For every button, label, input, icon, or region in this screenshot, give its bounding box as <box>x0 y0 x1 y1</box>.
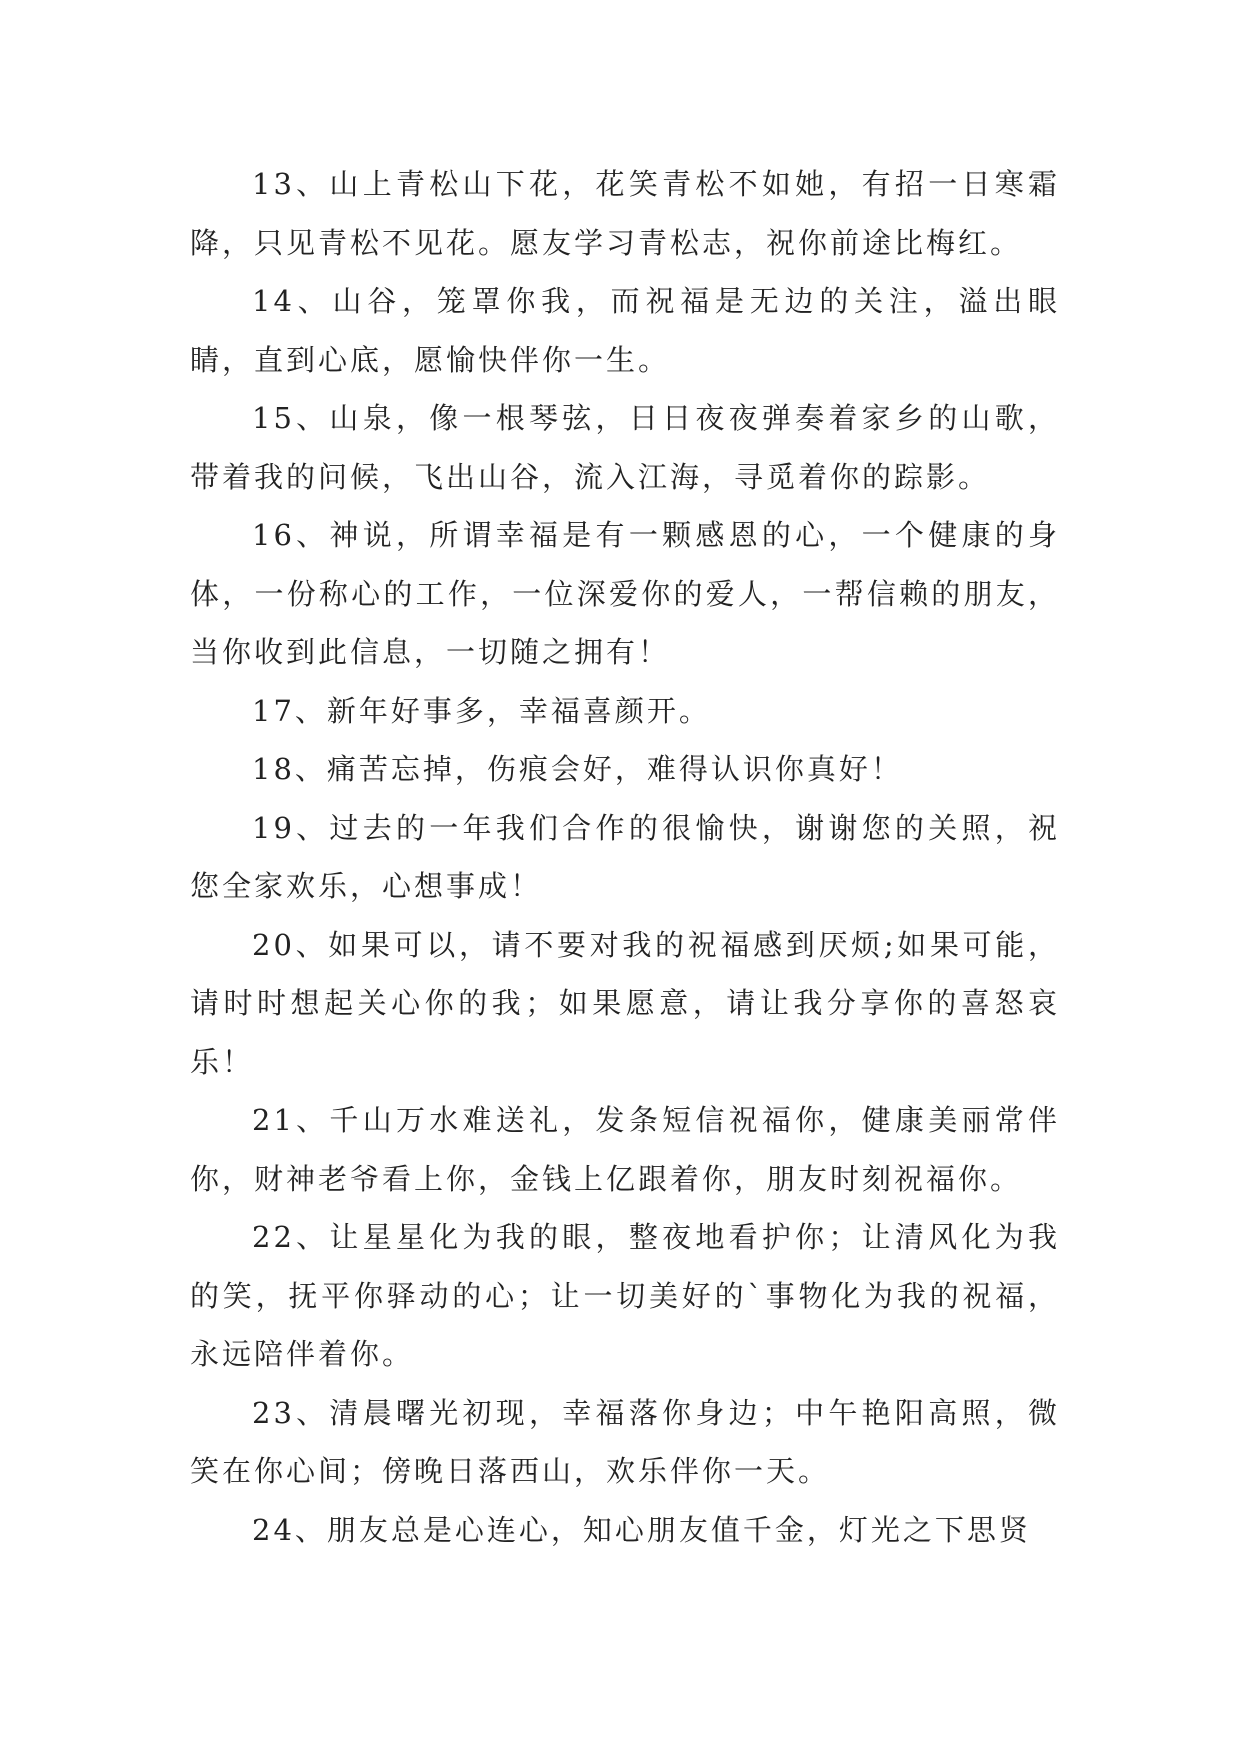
paragraph-18: 18、痛苦忘掉，伤痕会好，难得认识你真好！ <box>252 752 903 786</box>
paragraph-24: 24、朋友总是心连心，知心朋友值千金，灯光之下思贤 <box>252 1512 1031 1547</box>
document-body <box>190 155 1060 1559</box>
paragraph-16: 16、神说，所谓幸福是有一颗感恩的心，一个健康的身体，一份称心的工作，一位深爱你的爱人，一帮信赖的朋友，当你收到此信息，一切随之拥有！ <box>190 518 1060 669</box>
paragraph-15: 15、山泉，像一根琴弦，日日夜夜弹奏着家乡的山歌，带着我的问候，飞出山谷，流入江海，寻觅着你的踪影。 <box>190 401 1060 494</box>
paragraph-14: 14、山谷，笼罩你我，而祝福是无边的关注，溢出眼睛，直到心底，愿愉快伴你一生。 <box>190 284 1060 377</box>
paragraph-22: 22、让星星化为我的眼，整夜地看护你；让清风化为我的笑，抚平你驿动的心；让一切美好的`事物化为我的祝福，永远陪伴着你。 <box>190 1220 1060 1371</box>
paragraph-23: 23、清晨曙光初现，幸福落你身边；中午艳阳高照，微笑在你心间；傍晚日落西山，欢乐伴你一天。 <box>190 1395 1060 1488</box>
paragraph-20: 20、如果可以，请不要对我的祝福感到厌烦;如果可能，请时时想起关心你的我；如果愿意，请让我分享你的喜怒哀乐！ <box>190 927 1060 1079</box>
paragraph-17: 17、新年好事多，幸福喜颜开。 <box>252 693 711 728</box>
paragraph-19: 19、过去的一年我们合作的很愉快，谢谢您的关照，祝您全家欢乐，心想事成！ <box>190 810 1060 903</box>
paragraph-21: 21、千山万水难送礼，发条短信祝福你，健康美丽常伴你，财神老爷看上你，金钱上亿跟着你，朋友时刻祝福你。 <box>190 1103 1060 1196</box>
paragraph-13: 13、山上青松山下花，花笑青松不如她，有招一日寒霜降，只见青松不见花。愿友学习青松志，祝你前途比梅红。 <box>190 167 1060 260</box>
